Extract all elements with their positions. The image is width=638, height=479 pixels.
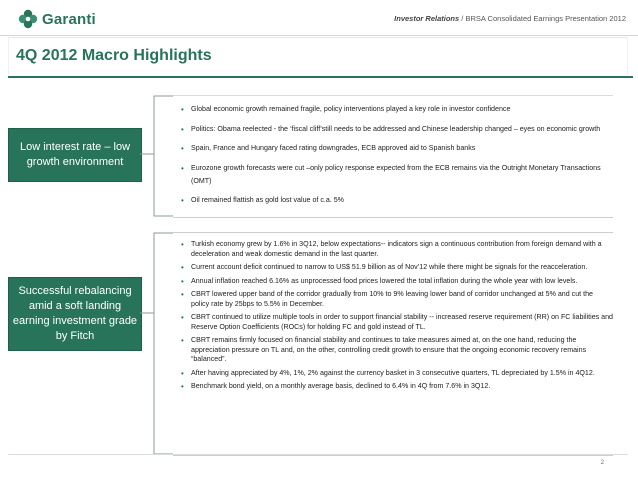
bullet-text: After having appreciated by 4%, 1%, 2% against the currency basket in 3 consecutive quarters, TL depreciated by 1.5% in 4Q12. bbox=[191, 368, 595, 377]
brace-connector-1 bbox=[140, 95, 175, 218]
footer-divider bbox=[8, 454, 628, 455]
callout-label: Successful rebalancing amid a soft landing earning investment grade by Fitch bbox=[12, 285, 138, 342]
bullet-text: Benchmark bond yield, on a monthly average basis, declined to 6.4% in 4Q from 7.6% in 3Q12. bbox=[191, 382, 491, 390]
header-bar bbox=[0, 0, 638, 36]
bullet-text: CBRT lowered upper band of the corridor gradually from 10% to 9% leaving lower band of corridor unchanged at 5% and cut the policy rate by 25bps to 5.5% in December. bbox=[191, 290, 593, 308]
bullet-list-turkey bbox=[173, 233, 613, 392]
bullet-text: Turkish economy grew by 1.6% in 3Q12, below expectations-- indicators sign a continuous contribution from foreign demand with a deceleration and weak domestic demand in the last quarter. bbox=[191, 240, 602, 258]
bullet-icon: • bbox=[181, 124, 184, 134]
title-underline bbox=[8, 76, 633, 78]
bullet-text: CBRT remains firmly focused on financial stability and continues to take measures aimed at, on the one hand, reducing the appreciation pressure on TL and, on the other, controlling credit growth to ensure that the ongoing economic recovery remains “balanced”. bbox=[191, 336, 587, 363]
list-item bbox=[173, 313, 613, 332]
bullet-text: Oil remained flattish as gold lost value of c.a. 5% bbox=[191, 196, 344, 204]
list-item bbox=[173, 382, 613, 392]
list-item bbox=[173, 142, 613, 155]
section-global-macro bbox=[173, 95, 613, 218]
bullet-icon: • bbox=[181, 382, 184, 391]
bullet-icon: • bbox=[181, 276, 184, 286]
brace-connector-2 bbox=[140, 232, 175, 456]
section-turkey-macro bbox=[173, 232, 613, 456]
bullet-icon: • bbox=[181, 313, 184, 322]
bullet-text: Politics: Obama reelected - the ‘fiscal cliff’still needs to be addressed and Chinese leadership changed – eyes on economic growth bbox=[191, 124, 601, 133]
list-item bbox=[173, 336, 613, 365]
bullet-text: Spain, France and Hungary faced rating downgrades, ECB approved aid to Spanish banks bbox=[191, 144, 476, 152]
logo-text: Garanti bbox=[42, 10, 96, 28]
bullet-text: Global economic growth remained fragile, policy interventions played a key role in investor confidence bbox=[191, 105, 511, 113]
callout-label: Low interest rate – low growth environment bbox=[19, 141, 131, 168]
list-item bbox=[173, 123, 613, 136]
page-title: 4Q 2012 Macro Highlights bbox=[16, 47, 212, 64]
bullet-icon: • bbox=[181, 144, 184, 153]
bullet-icon: • bbox=[181, 336, 184, 345]
bullet-icon: • bbox=[181, 290, 184, 299]
page-number: 2 bbox=[600, 460, 604, 466]
bullet-text: Annual inflation reached 6.16% as unprocessed food prices lowered the total inflation during the whole year with low levels. bbox=[191, 276, 578, 285]
list-item bbox=[173, 240, 613, 259]
list-item bbox=[173, 263, 613, 273]
callout-low-interest bbox=[8, 128, 142, 182]
header-separator: / bbox=[459, 14, 466, 23]
callout-rebalancing bbox=[8, 277, 142, 351]
bullet-icon: • bbox=[181, 105, 184, 114]
list-item bbox=[173, 369, 613, 379]
header-section: Investor Relations bbox=[394, 14, 460, 23]
bullet-text: Current account deficit continued to narrow to US$ 51.9 billion as of Nov’12 while there might be signals for the reacceleration. bbox=[191, 263, 588, 271]
bullet-icon: • bbox=[181, 163, 184, 173]
header-breadcrumb bbox=[394, 14, 626, 23]
bullet-icon: • bbox=[181, 240, 184, 249]
list-item bbox=[173, 290, 613, 309]
garanti-logo bbox=[18, 8, 96, 30]
list-item bbox=[173, 162, 613, 188]
list-item bbox=[173, 194, 613, 207]
garanti-clover-icon bbox=[18, 9, 38, 29]
bullet-icon: • bbox=[181, 368, 184, 378]
header-document: BRSA Consolidated Earnings Presentation 2012 bbox=[465, 14, 626, 23]
list-item bbox=[173, 277, 613, 287]
header-divider bbox=[0, 35, 638, 36]
bullet-text: Eurozone growth forecasts were cut –only policy response expected from the ECB remains via the Outright Monetary Transactions (OMT) bbox=[191, 163, 601, 185]
bullet-icon: • bbox=[181, 263, 184, 272]
bullet-text: CBRT continued to utilize multiple tools in order to support financial stability -- increased reserve requirement (RR) on FC liabilities and Reserve Option Coefficients (ROCs) for holding FC and gold instead of TL. bbox=[191, 313, 614, 331]
list-item bbox=[173, 103, 613, 116]
bullet-icon: • bbox=[181, 196, 184, 205]
bullet-list-global bbox=[173, 96, 613, 207]
